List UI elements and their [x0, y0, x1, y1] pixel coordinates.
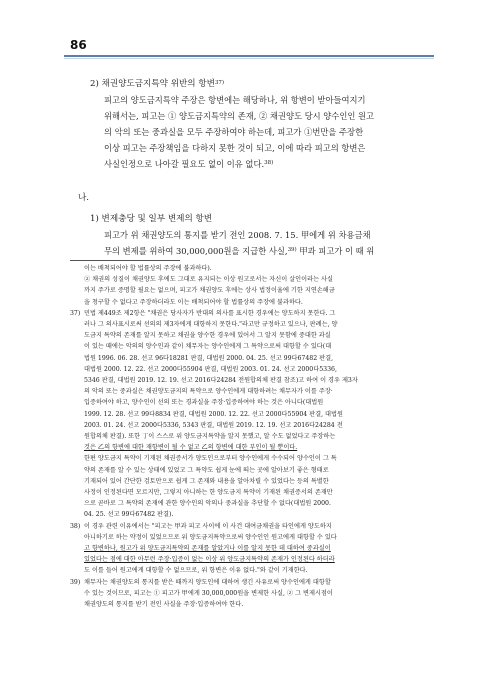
- footnote-37: [70, 308, 442, 521]
- footnote-38: [70, 521, 442, 577]
- header-rule: [64, 55, 434, 57]
- footnote-line: 채권양도의 통지를 받기 전인 사실을 주장·입증하여야 한다.: [84, 601, 244, 609]
- footnote-line: 것은 乙의 항변에 대한 재항변이 될 수 없고 乙의 항변에 대한 부인이 될 뿐이다.: [84, 444, 298, 452]
- footnote-line: 있었다는 점에 대한 아무런 주장·입증이 없는 이상 위 양도금지특약의 존재가 인정된다 하더라: [84, 556, 335, 564]
- footnote-line: 도금지 특약의 존재를 알지 못하고 채권을 양수한 경우에 있어서 그 알지 못함에 중대한 과실: [84, 332, 331, 340]
- footnote-line: 까지 주가로 증명할 필요는 없으며, 피고가 채권양도 후에는 상사 법정이율에 기한 지연손해금: [84, 287, 335, 295]
- section-na-line: 무의 변제를 위하여 30,000,000원을 지급한 사실,$^{39)}$ 甲과 피고가 이 때 위: [104, 246, 375, 256]
- footnote-line: 사정이 인정된다면 모르지만, 그렇지 아니하는 한 양도금지 특약이 기재된 채권증서의 존재만: [84, 489, 333, 497]
- footnote-line: 도 이를 들어 원고에게 대항할 수 없으므로, 위 항변은 이유 없다."와 같이 기재한다.: [84, 567, 308, 575]
- footnote-number: 38): [70, 522, 81, 530]
- footnote-line: 수 있는 것이므로, 피고는 ① 피고가 甲에게 30,000,000원을 변제한 사실, ② 그 변제시점이: [84, 589, 333, 597]
- footnote-line: 이 있는 때에는 악의의 양수인과 같이 채무자는 양수인에게 그 특약으로써 대항할 수 있다(대: [84, 343, 332, 351]
- section-na-sub: [90, 211, 440, 259]
- footnote-line: 이는 배척되어야 할 법률상의 주장에 불과하다).: [84, 265, 212, 272]
- footnote-ref: 37): [214, 80, 225, 86]
- footnote-ref: 38): [264, 160, 274, 166]
- section-2-line: 사실인정으로 나아갈 필요도 없이 이유 없다.$^{38)}$: [104, 159, 274, 169]
- footnote-39: [70, 577, 442, 611]
- footnote-line: 법원 1996. 06. 28. 선고 96다18281 판결, 대법원 2000. 04. 25. 선고 99다67482 판결,: [84, 354, 334, 362]
- section-2-line: 이상 피고는 주장책임을 다하지 못한 것이 되고, 이에 따라 피고의 항변은: [104, 143, 366, 153]
- footnote-line: 원합의체 판결). 또한 丁이 스스로 위 양도금지특약을 알지 못했고, 알 수도 없었다고 주장하는: [84, 433, 336, 441]
- footnotes: [70, 263, 442, 610]
- footnote-line: 37) 민법 제449조 제2항은 "채권은 당사자가 반대의 의사를 표시한 경우에는 양도하지 못한다. 그: [70, 308, 442, 319]
- footnote-line: 04. 25. 선고 99다67482 판결).: [84, 511, 174, 519]
- footnote-line: 아니하기로 하는 약정이 있었으므로 위 양도금지특약으로써 양수인인 원고에게 대항할 수 있다: [84, 533, 337, 541]
- section-na-line: 피고가 위 채권양도의 통지를 받기 전인 2008. 7. 15. 甲에게 위 차용금채: [104, 230, 371, 240]
- footnote-line: 고 항변하나, 원고가 위 양도금지특약의 존재를 알았거나 이를 알지 못한 데 대하여 중과실이: [84, 545, 331, 553]
- footnote-rule: [70, 260, 180, 261]
- footnote-line: 기재되어 있어 간단한 검토만으로 쉽게 그 존재와 내용을 알아차릴 수 있었다는 등의 특별한: [84, 477, 329, 485]
- section-na-marker: 나.: [78, 193, 90, 203]
- footnote-line: 약의 존재를 알 수 있는 상태에 있었고 그 특약도 쉽게 눈에 띄는 곳에 알아보기 좋은 형태로: [84, 466, 329, 474]
- footnote-cont-1: [70, 263, 442, 274]
- footnote-line: 38) 이 경우 관련 이유에서는 "피고는 甲과 피고 사이에 이 사건 대여금채권을 타인에게 양도하지: [70, 521, 442, 532]
- footnote-line: 대법원 2000. 12. 22. 선고 2000다55904 판결, 대법원 2003. 01. 24. 선고 2000다5336,: [84, 365, 337, 373]
- section-na: [78, 190, 440, 206]
- footnote-line: 2003. 01. 24. 선고 2000다5336, 5343 판결, 대법원 2019. 12. 19. 선고 2016다24284 전: [84, 421, 343, 429]
- footnote-line: 러나 그 의사표시로써 선의의 제3자에게 대항하지 못한다."라고만 규정하고 있으나, 판례는, 양: [84, 321, 338, 329]
- page-number: 86: [70, 38, 87, 52]
- footnote-ref: 39): [287, 247, 297, 253]
- footnote-line: ② 채권의 성질이 채권양도 후에도 그대로 유지되는 이상 원고로서는 자신이 살인이라는 사실: [84, 276, 333, 284]
- footnote-cont-2: [70, 274, 442, 308]
- footnote-line: 39) 채무자는 채권양도의 통지를 받은 때까지 양도인에 대하여 생긴 사유로써 양수인에게 대항할: [70, 577, 442, 588]
- section-2-heading: 2) 채권양도금지특약 위반의 항변$^{37)}$: [90, 79, 225, 89]
- footnote-line: 1999. 12. 28. 선고 99다8834 판결, 대법원 2000. 12. 22. 선고 2000다55904 판결, 대법원: [84, 410, 343, 418]
- footnote-line: 으로 곧바로 그 특약의 존재에 관한 양수인의 악의나 중과실을 추단할 수 없다(대법원 2000.: [84, 500, 331, 508]
- section-2-line: 위해서는, 피고는 ① 양도금지특약의 존재, ② 채권양도 당시 양수인인 원고: [104, 111, 375, 121]
- section-2-body: [90, 92, 440, 172]
- footnote-line: 을 청구할 수 없다고 주장하더라도 이는 배척되어야 할 법률상의 주장에 불과하다.: [84, 298, 303, 306]
- footnote-line: 의 악의 또는 중과실은 채권양도금지의 특약으로 양수인에게 대항하려는 채무자가 이를 주장·: [84, 388, 333, 396]
- section-2-line: 피고의 양도금지특약 주장은 항변에는 해당하나, 위 항변이 받아들여지기: [104, 95, 366, 105]
- header-rule-thin: [64, 58, 434, 59]
- section-2: [90, 76, 440, 172]
- section-na-heading: 1) 변제충당 및 일부 변제의 항변: [90, 214, 213, 224]
- section-2-line: 의 악의 또는 중과실을 모두 주장하여야 하는데, 피고가 ①번만을 주장한: [104, 127, 364, 137]
- footnote-line: 5346 판결, 대법원 2019. 12. 19. 선고 2016다24284 전원합의체 판결 참조)고 하여 이 경우 제3자: [84, 377, 358, 385]
- footnote-line: 한편 양도금지 특약이 기재된 채권증서가 양도인으로부터 양수인에게 수수되어 양수인이 그 특: [84, 455, 337, 463]
- footnote-number: 37): [70, 309, 81, 317]
- section-na-body: [90, 227, 440, 259]
- footnote-line: 입증하여야 하고, 양수인이 선의 또는 경과실을 주장·입증하여야 하는 것은 아니다(대법원: [84, 399, 324, 407]
- footnote-number: 39): [70, 578, 81, 586]
